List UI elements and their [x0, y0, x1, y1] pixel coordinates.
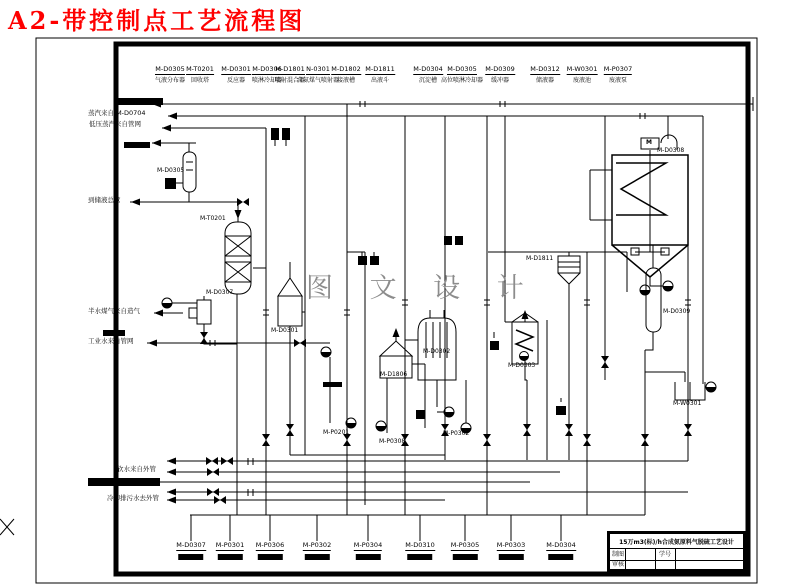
watermark: 图 文 设 计: [306, 273, 538, 304]
equipment-name: 出液斗: [370, 77, 390, 84]
pipe-label: 半水煤气来自造气: [88, 307, 140, 315]
equipment-tag: M-T0201: [186, 65, 214, 73]
bottom-equipment-item: [405, 532, 435, 560]
top-equipment-item: [441, 56, 483, 84]
fold-mark-icon: [0, 519, 14, 535]
equipment-label: M-T0201: [200, 215, 226, 222]
title-block-divider: [655, 549, 656, 569]
equipment-label: M-D0302: [423, 348, 451, 355]
top-equipment-item: [485, 56, 515, 84]
top-equipment-item: [567, 56, 598, 84]
equipment-label: M-D0309: [663, 308, 691, 315]
equipment-tag: M-D1802: [331, 65, 361, 73]
equipment-label: M-D1811: [526, 255, 554, 262]
page-title: A2-带控制点工艺流程图: [8, 6, 306, 35]
equipment-name: 回收塔: [190, 77, 209, 84]
equipment-tag: M-P0307: [603, 65, 633, 73]
equipment-name: 气液分布器: [154, 77, 186, 84]
title-block-divider: [610, 560, 743, 561]
top-equipment-item: [331, 56, 361, 84]
vessel-d1811: [558, 256, 580, 284]
top-equipment-item: [365, 56, 395, 84]
title-block-draw-label: 制图: [612, 551, 625, 558]
pump-bar: [498, 554, 523, 560]
tank-d0308: [612, 135, 688, 277]
top-equipment-item: [186, 56, 214, 84]
equipment-tag: M-D0307: [176, 541, 206, 549]
equipment-tag: M-D1811: [365, 65, 395, 73]
equipment-tag: M-P0305: [450, 541, 480, 549]
bottom-equipment-item: [216, 532, 244, 560]
bottom-equipment-item: [303, 532, 331, 560]
equipment-tag: M-P0306: [255, 541, 285, 549]
bottom-equipment-item: [451, 532, 479, 560]
equipment-tag: N-0301: [306, 65, 330, 73]
equipment-tag: M-D0306: [252, 65, 282, 73]
vessel-d0305-column: [183, 143, 196, 192]
equipment-label: M-W0301: [673, 400, 702, 407]
equipment-label: M-P0308: [379, 438, 406, 445]
pipe-label: 软水来自外管: [117, 465, 156, 473]
equipment-label: M-D0301: [271, 327, 299, 334]
equipment-name: 反应器: [226, 77, 246, 84]
pump-bar: [452, 554, 477, 560]
equipment-name: 喷射混合器: [274, 77, 306, 84]
equipment-name: 高位喷淋冷却器: [440, 77, 484, 84]
title-block-divider: [675, 549, 676, 569]
top-equipment-item: [155, 56, 185, 84]
top-equipment-item: [530, 56, 560, 84]
bottom-equipment-item: [497, 532, 525, 560]
equipment-name: 储液器: [535, 77, 555, 84]
equipment-tag: M-D0309: [485, 65, 515, 73]
equipment-tag: M-D0305: [155, 65, 185, 73]
bottom-equipment-item: [256, 532, 284, 560]
column-d0309: [646, 268, 661, 332]
pump-bar: [257, 554, 282, 560]
equipment-tag: M-D0312: [530, 65, 560, 73]
bottom-equipment-item: [546, 532, 576, 560]
pipe-label: 低压蒸汽来自管网: [89, 120, 141, 128]
equipment-tag: M-D0305: [447, 65, 477, 73]
basin-w0301: [675, 382, 705, 400]
pump-bar: [217, 554, 242, 560]
equipment-tag: M-D0301: [221, 65, 251, 73]
top-equipment-item: [604, 56, 632, 84]
equipment-label: M-D0308: [657, 147, 685, 154]
equipment-name: 废液池: [572, 77, 592, 84]
pump-bar: [304, 554, 329, 560]
equipment-tag: M-W0301: [566, 65, 598, 73]
bottom-equipment-item: [176, 532, 206, 560]
title-block-project-title: 15万m3(标)/h合成氨原料气脱硫工艺设计: [610, 534, 743, 549]
tower-t0201: [225, 212, 251, 294]
pipe-label: 到储液总管: [88, 196, 121, 204]
motor-label: M: [646, 139, 652, 146]
equipment-tag: M-P0301: [215, 541, 245, 549]
pipe-label: 工业水来自管网: [88, 337, 134, 345]
equipment-label: M-P0302: [443, 430, 470, 437]
vessel-d0307: [189, 300, 211, 324]
equipment-name: 沉淀槽: [418, 77, 438, 84]
equipment-tag: M-P0302: [302, 541, 332, 549]
equipment-tag: M-D0304: [413, 65, 443, 73]
equipment-label: M-P0201: [323, 429, 350, 436]
pump-bar: [548, 554, 573, 560]
vessel-d0302: [418, 310, 456, 380]
title-block-student-id-label: 学号: [659, 551, 672, 558]
title-block-check-label: 审核: [612, 561, 625, 568]
equipment-name: 接液槽: [336, 77, 356, 84]
equipment-label: M-D0303: [508, 362, 536, 369]
equipment-label: M-D0305: [157, 167, 185, 174]
vessel-d0301: [278, 278, 302, 326]
equipment-tag: M-P0304: [353, 541, 383, 549]
equipment-label: M-D0307: [206, 289, 234, 296]
pipe-label: 蒸汽来自 M-D0704: [88, 109, 146, 117]
equipment-tag: M-D1801: [275, 65, 305, 73]
title-block-divider: [625, 549, 626, 569]
pipe-label: 冷却排污水去外管: [107, 494, 159, 502]
pump-bar: [355, 554, 380, 560]
title-block: [607, 531, 746, 572]
pump-bar: [178, 554, 203, 560]
equipment-name: 喷淋冷却器: [251, 77, 283, 84]
equipment-name: 缓冲器: [490, 77, 510, 84]
bottom-equipment-item: [354, 532, 382, 560]
equipment-tag: M-P0303: [496, 541, 526, 549]
equipment-name: 含氨煤气喷射器: [296, 77, 340, 84]
equipment-tag: M-D0304: [546, 541, 576, 549]
top-equipment-item: [221, 56, 251, 84]
top-equipment-item: [413, 56, 443, 84]
equipment-name: 废液泵: [608, 77, 628, 84]
equipment-tag: M-D0310: [405, 541, 435, 549]
pump-bar: [407, 554, 432, 560]
equipment-label: M-D1806: [380, 371, 408, 378]
